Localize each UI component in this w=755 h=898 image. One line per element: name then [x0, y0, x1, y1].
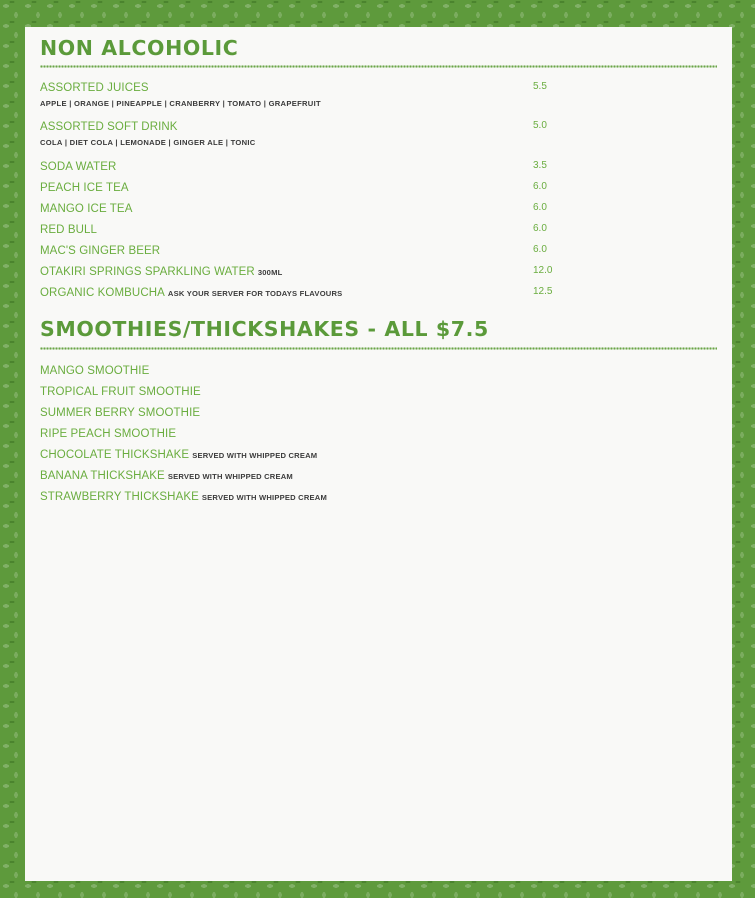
menu-item: [40, 281, 640, 302]
menu-item-name: ASSORTED JUICES: [40, 82, 149, 94]
menu-item-name: MANGO ICE TEA: [40, 203, 133, 215]
menu-item: [40, 197, 640, 218]
menu-item: [40, 401, 640, 422]
menu-item-name: MAC'S GINGER BEER: [40, 245, 161, 257]
menu-item-name: RED BULL: [40, 224, 98, 236]
menu-item-name: PEACH ICE TEA: [40, 182, 129, 194]
menu-item-price: 12.5: [533, 286, 553, 297]
menu-item: [40, 239, 640, 260]
menu-item-price: 12.0: [533, 265, 553, 276]
menu-item-options: COLA | DIET COLA | LEMONADE | GINGER ALE | TONIC: [40, 138, 256, 147]
menu-item-note: 300ML: [257, 268, 283, 277]
menu-item: [40, 77, 640, 96]
menu-item-price: 6.0: [533, 181, 547, 192]
menu-item: [40, 422, 640, 443]
dotted-divider: [40, 347, 717, 350]
menu-page: [25, 27, 732, 881]
menu-item: [40, 260, 640, 281]
menu-item-price: 3.5: [533, 160, 547, 171]
menu-item: [40, 176, 640, 197]
menu-item-name: STRAWBERRY THICKSHAKE: [40, 491, 199, 503]
menu-item-note: SERVED WITH WHIPPED CREAM: [192, 451, 318, 460]
menu-item-name: SODA WATER: [40, 161, 117, 173]
menu-item-name: SUMMER BERRY SMOOTHIE: [40, 407, 201, 419]
menu-item-options: APPLE | ORANGE | PINEAPPLE | CRANBERRY | TOMATO | GRAPEFRUIT: [40, 99, 321, 108]
menu-item: [40, 464, 640, 485]
menu-item: [40, 116, 640, 135]
menu-item-name: MANGO SMOOTHIE: [40, 365, 150, 377]
smoothies-list: [40, 359, 640, 506]
section-title-smoothies: SMOOTHIES/THICKSHAKES - ALL $7.5: [40, 317, 489, 341]
menu-item-note: ASK YOUR SERVER FOR TODAYS FLAVOURS: [167, 289, 343, 298]
menu-item-name: TROPICAL FRUIT SMOOTHIE: [40, 386, 201, 398]
non-alcoholic-list: [40, 77, 640, 302]
menu-item: [40, 485, 640, 506]
menu-item-name: ASSORTED SOFT DRINK: [40, 121, 178, 133]
section-title-non-alcoholic: NON ALCOHOLIC: [40, 36, 239, 60]
dotted-divider: [40, 65, 717, 68]
menu-item-price: 6.0: [533, 223, 547, 234]
menu-item-name: BANANA THICKSHAKE: [40, 470, 165, 482]
menu-item-price: 5.5: [533, 81, 547, 92]
menu-item-price: 6.0: [533, 244, 547, 255]
menu-item: [40, 155, 640, 176]
menu-item: [40, 359, 640, 380]
menu-item-name: OTAKIRI SPRINGS SPARKLING WATER: [40, 266, 255, 278]
menu-item: [40, 443, 640, 464]
menu-item-price: 5.0: [533, 120, 547, 131]
menu-item-name: ORGANIC KOMBUCHA: [40, 287, 165, 299]
menu-item-name: RIPE PEACH SMOOTHIE: [40, 428, 177, 440]
menu-item-note: SERVED WITH WHIPPED CREAM: [167, 472, 293, 481]
menu-item-price: 6.0: [533, 202, 547, 213]
menu-item: [40, 380, 640, 401]
menu-item-name: CHOCOLATE THICKSHAKE: [40, 449, 190, 461]
menu-item: [40, 218, 640, 239]
menu-item-note: SERVED WITH WHIPPED CREAM: [201, 493, 327, 502]
